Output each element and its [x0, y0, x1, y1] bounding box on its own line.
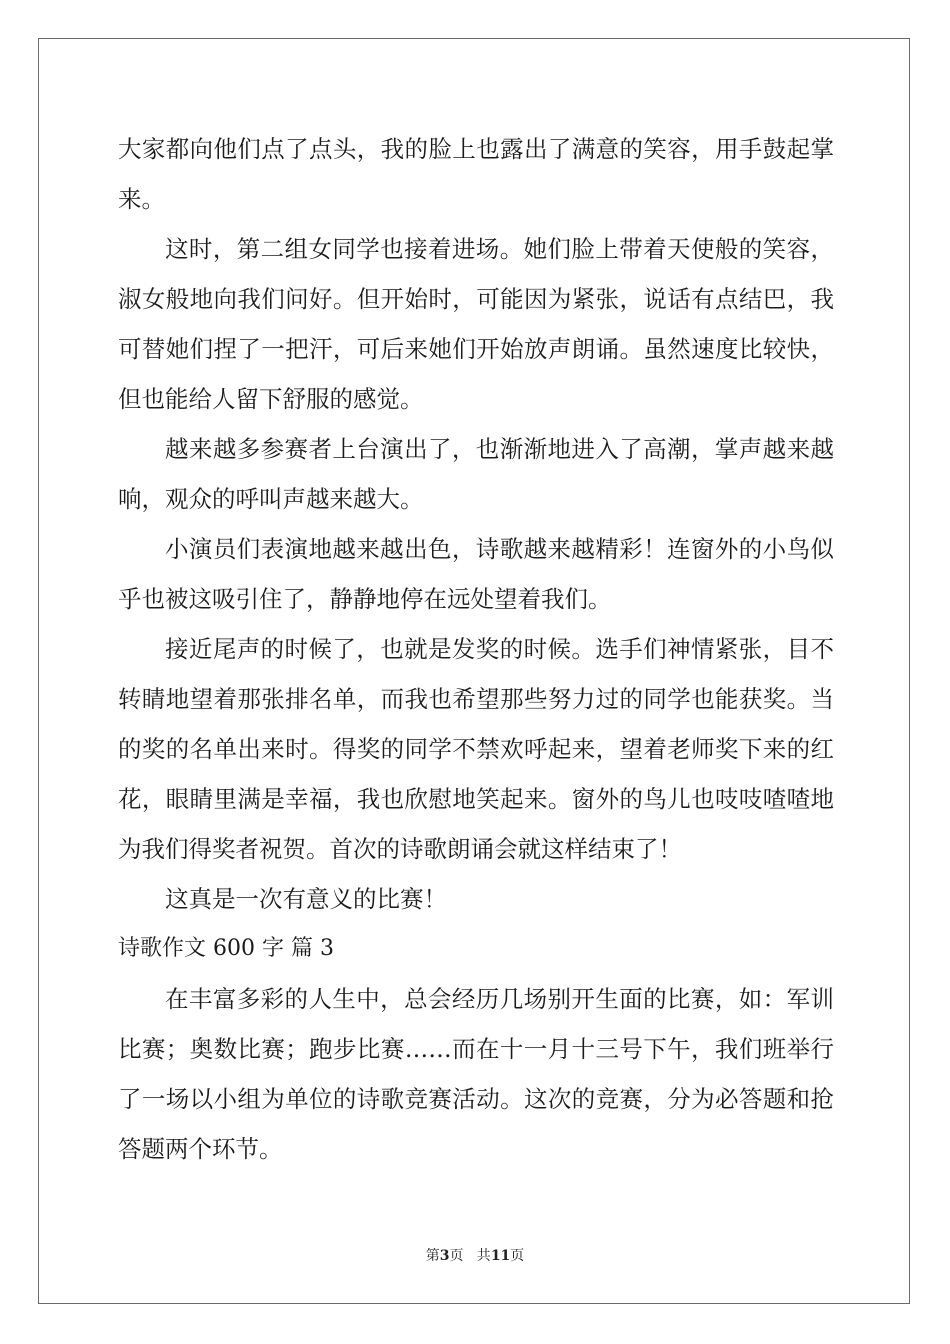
text-line: 接近尾声的时候了，也就是发奖的时候。选手们神情紧张，目不	[165, 635, 834, 663]
text-line: 的奖的名单出来时。得奖的同学不禁欢呼起来，望着老师奖下来的红	[118, 735, 834, 763]
text-line: 在丰富多彩的人生中，总会经历几场别开生面的比赛，如：军训	[165, 985, 834, 1013]
document-body	[118, 124, 834, 1174]
footer-suffix: 页	[510, 1248, 525, 1264]
text-line: 了一场以小组为单位的诗歌竞赛活动。这次的竞赛，分为必答题和抢	[118, 1085, 834, 1113]
text-line: 这真是一次有意义的比赛！	[165, 885, 447, 913]
total-page-count: 11	[490, 1248, 511, 1264]
text-line: 这时，第二组女同学也接着进场。她们脸上带着天使般的笑容，	[165, 235, 834, 263]
text-line: 小演员们表演地越来越出色，诗歌越来越精彩！连窗外的小鸟似	[165, 535, 834, 563]
text-line: 为我们得奖者祝贺。首次的诗歌朗诵会就这样结束了！	[118, 835, 682, 863]
text-line: 来。	[118, 185, 165, 213]
text-line: 淑女般地向我们问好。但开始时，可能因为紧张，说话有点结巴，我	[118, 285, 834, 313]
text-line: 答题两个环节。	[118, 1135, 283, 1163]
text-line: 转睛地望着那张排名单，而我也希望那些努力过的同学也能获奖。当	[118, 685, 834, 713]
footer-middle: 页 共	[449, 1248, 491, 1264]
page-footer	[0, 1245, 950, 1265]
section-heading: 诗歌作文 600 字 篇 3	[118, 936, 334, 961]
text-line: 响，观众的呼叫声越来越大。	[118, 485, 424, 513]
text-line: 大家都向他们点了点头，我的脸上也露出了满意的笑容，用手鼓起掌	[118, 135, 834, 163]
text-line: 比赛；奥数比赛；跑步比赛……而在十一月十三号下午，我们班举行	[118, 1035, 834, 1063]
footer-prefix: 第	[425, 1248, 440, 1264]
text-line: 乎也被这吸引住了，静静地停在远处望着我们。	[118, 585, 612, 613]
current-page-number: 3	[439, 1248, 450, 1264]
text-line: 花，眼睛里满是幸福，我也欣慰地笑起来。窗外的鸟儿也吱吱喳喳地	[118, 785, 834, 813]
text-line: 但也能给人留下舒服的感觉。	[118, 385, 424, 413]
text-line: 可替她们捏了一把汗，可后来她们开始放声朗诵。虽然速度比较快，	[118, 335, 834, 363]
text-line: 越来越多参赛者上台演出了，也渐渐地进入了高潮，掌声越来越	[165, 435, 834, 463]
